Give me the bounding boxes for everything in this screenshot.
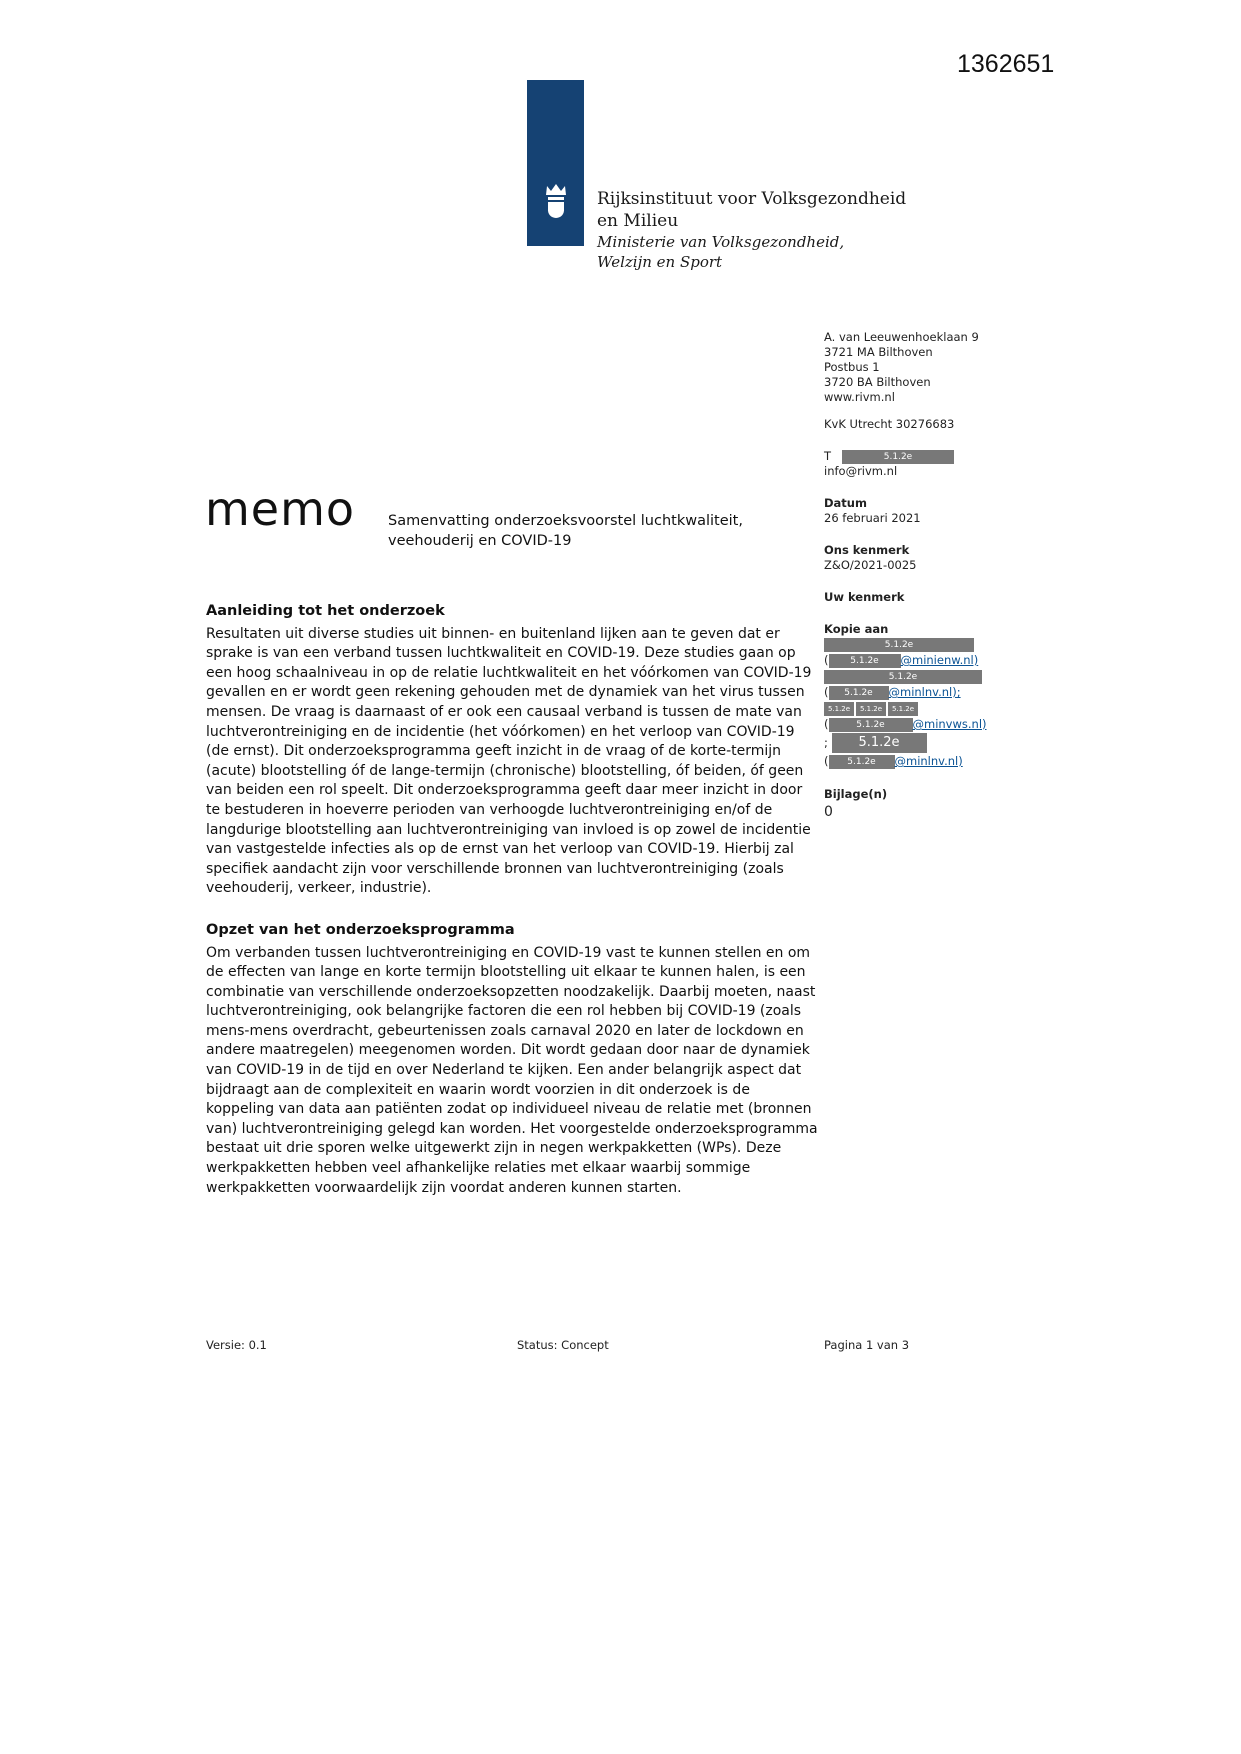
datum-value: 26 februari 2021 bbox=[824, 511, 921, 525]
kopie-redaction-row bbox=[824, 669, 1024, 684]
kopie-redaction-row bbox=[824, 717, 1024, 732]
memo-subtitle bbox=[388, 511, 743, 551]
bijlage-value: 0 bbox=[824, 804, 833, 820]
address-line: Postbus 1 bbox=[824, 360, 880, 374]
kopie-email-link[interactable]: @minvws.nl) bbox=[912, 717, 987, 731]
website-link[interactable]: www.rivm.nl bbox=[824, 390, 895, 404]
paren-text: ( bbox=[824, 717, 829, 731]
redaction-block: 5.1.2e bbox=[856, 702, 886, 716]
kopie-redaction-row bbox=[824, 685, 1024, 700]
kvk-number: KvK Utrecht 30276683 bbox=[824, 417, 955, 431]
org-name-line2: en Milieu bbox=[597, 211, 679, 231]
logo-wordmark bbox=[597, 188, 906, 272]
redaction-block: 5.1.2e bbox=[832, 733, 927, 753]
kopie-email-link[interactable]: @minlnv.nl) bbox=[894, 754, 963, 768]
sidebar bbox=[824, 330, 1024, 820]
semicolon-text: ; bbox=[824, 735, 828, 750]
redaction-block: 5.1.2e bbox=[829, 718, 913, 732]
paren-text: ( bbox=[824, 754, 829, 768]
address-line: 3720 BA Bilthoven bbox=[824, 375, 931, 389]
section-body-aanleiding: Resultaten uit diverse studies uit binnen- en buitenland lijken aan te geven dat er sprake is van een verband tussen luchtkwaliteit en COVID-19. Deze studies gaan op een hoog schaalniveau in op de relatie luchtkwaliteit en het vóórkomen van COVID-19 gevallen en er wordt geen rekening gehouden met de dynamiek van het virus tussen mensen. De vraag is daarnaast of er ook een causaal verband is tussen de mate van luchtverontreiniging en de incidentie (het vóórkomen) en het verloop van COVID-19 (de ernst). Dit onderzoeksprogramma geeft inzicht in de vraag of de korte-termijn (acute) blootstelling óf de lange-termijn (chronische) blootstelling, óf beiden, óf geen van beiden een rol speelt. Dit onderzoeksprogramma geeft daar meer inzicht in door te bestuderen in hoeverre perioden van verhoogde luchtverontreiniging en/of de langdurige blootstelling aan luchtverontreiniging van invloed is op zowel de incidentie van vastgestelde infecties als op de ernst van het verloop van COVID-19. Hierbij zal specifiek aandacht zijn voor verschillende bronnen van luchtverontreiniging (zoals veehouderij, verkeer, industrie). bbox=[206, 625, 812, 897]
redaction-block: 5.1.2e bbox=[824, 670, 982, 684]
coat-of-arms-icon bbox=[540, 182, 572, 224]
address-line: 3721 MA Bilthoven bbox=[824, 345, 933, 359]
section-heading-opzet: Opzet van het onderzoeksprogramma bbox=[206, 921, 515, 938]
kopie-email-link[interactable]: @minlnv.nl); bbox=[888, 685, 961, 699]
redaction-block: 5.1.2e bbox=[829, 686, 889, 700]
section-body-opzet: Om verbanden tussen luchtverontreiniging en COVID-19 vast te kunnen stellen en om de effecten van lange en korte termijn blootstelling uit elkaar te kunnen halen, is een combinatie van verschillende onderzoeksopzetten noodzakelijk. Daarbij moeten, naast luchtverontreiniging, ook belangrijke factoren die een rol hebben bij COVID-19 (zoals mens-mens overdracht, gebeurtenissen zoals carnaval 2020 en later de lockdown en andere maatregelen) meegenomen worden. Dit wordt gedaan door naar de dynamiek van COVID-19 in de tijd en over Nederland te kijken. Een ander belangrijk aspect dat bijdraagt aan de complexiteit en waarin wordt voorzien in dit onderzoek is de koppeling van data aan patiënten zodat op individueel niveau de relatie met (bronnen van) luchtverontreiniging gelegd kan worden. Het voorgestelde onderzoeksprogramma bestaat uit drie sporen welke uitgewerkt zijn in negen werkpakketten (WPs). Deze werkpakketten hebben veel afhankelijke relaties met elkaar waarbij sommige werkpakketten voorwaardelijk zijn voordat anderen kunnen starten. bbox=[206, 944, 818, 1196]
kopie-email-link[interactable]: @minienw.nl) bbox=[900, 653, 979, 667]
org-name-line1: Rijksinstituut voor Volksgezondheid bbox=[597, 189, 907, 209]
address-line: A. van Leeuwenhoeklaan 9 bbox=[824, 330, 979, 344]
memo-body bbox=[206, 602, 820, 1220]
redaction-block: 5.1.2e bbox=[829, 654, 901, 668]
redaction-block: 5.1.2e bbox=[829, 755, 895, 769]
section-heading-aanleiding: Aanleiding tot het onderzoek bbox=[206, 603, 445, 619]
ons-kenmerk-label: Ons kenmerk bbox=[824, 543, 910, 557]
info-email-link[interactable]: info@rivm.nl bbox=[824, 464, 898, 478]
rivm-logo-bar bbox=[527, 80, 584, 246]
document-number: 1362651 bbox=[957, 50, 1055, 78]
redaction-block: 5.1.2e bbox=[824, 702, 854, 716]
kopie-redaction-row bbox=[824, 733, 1024, 753]
uw-kenmerk-label: Uw kenmerk bbox=[824, 590, 905, 604]
phone-row bbox=[824, 449, 1024, 464]
kopie-redaction-row bbox=[824, 637, 1024, 652]
kopie-redaction-row bbox=[824, 653, 1024, 668]
memo-title: memo bbox=[205, 482, 356, 536]
datum-label: Datum bbox=[824, 496, 867, 510]
memo-subtitle-line2: veehouderij en COVID-19 bbox=[388, 533, 572, 549]
redaction-block: 5.1.2e bbox=[824, 638, 974, 652]
ons-kenmerk-value: Z&O/2021-0025 bbox=[824, 558, 917, 572]
ministry-line2: Welzijn en Sport bbox=[597, 253, 723, 271]
footer-pagina: Pagina 1 van 3 bbox=[824, 1338, 910, 1352]
paren-text: ( bbox=[824, 685, 829, 699]
phone-label: T bbox=[824, 449, 832, 463]
ministry-line1: Ministerie van Volksgezondheid, bbox=[597, 233, 845, 251]
paren-text: ( bbox=[824, 653, 829, 667]
redaction-block: 5.1.2e bbox=[888, 702, 918, 716]
kopie-redaction-row bbox=[824, 754, 1024, 769]
redaction-block: 5.1.2e bbox=[842, 450, 954, 464]
memo-subtitle-line1: Samenvatting onderzoeksvoorstel luchtkwaliteit, bbox=[388, 513, 743, 529]
kopie-aan-label: Kopie aan bbox=[824, 622, 889, 636]
kopie-redaction-row bbox=[824, 701, 1024, 716]
bijlage-label: Bijlage(n) bbox=[824, 787, 888, 801]
footer-versie: Versie: 0.1 bbox=[206, 1338, 267, 1352]
footer-status: Status: Concept bbox=[517, 1338, 609, 1352]
